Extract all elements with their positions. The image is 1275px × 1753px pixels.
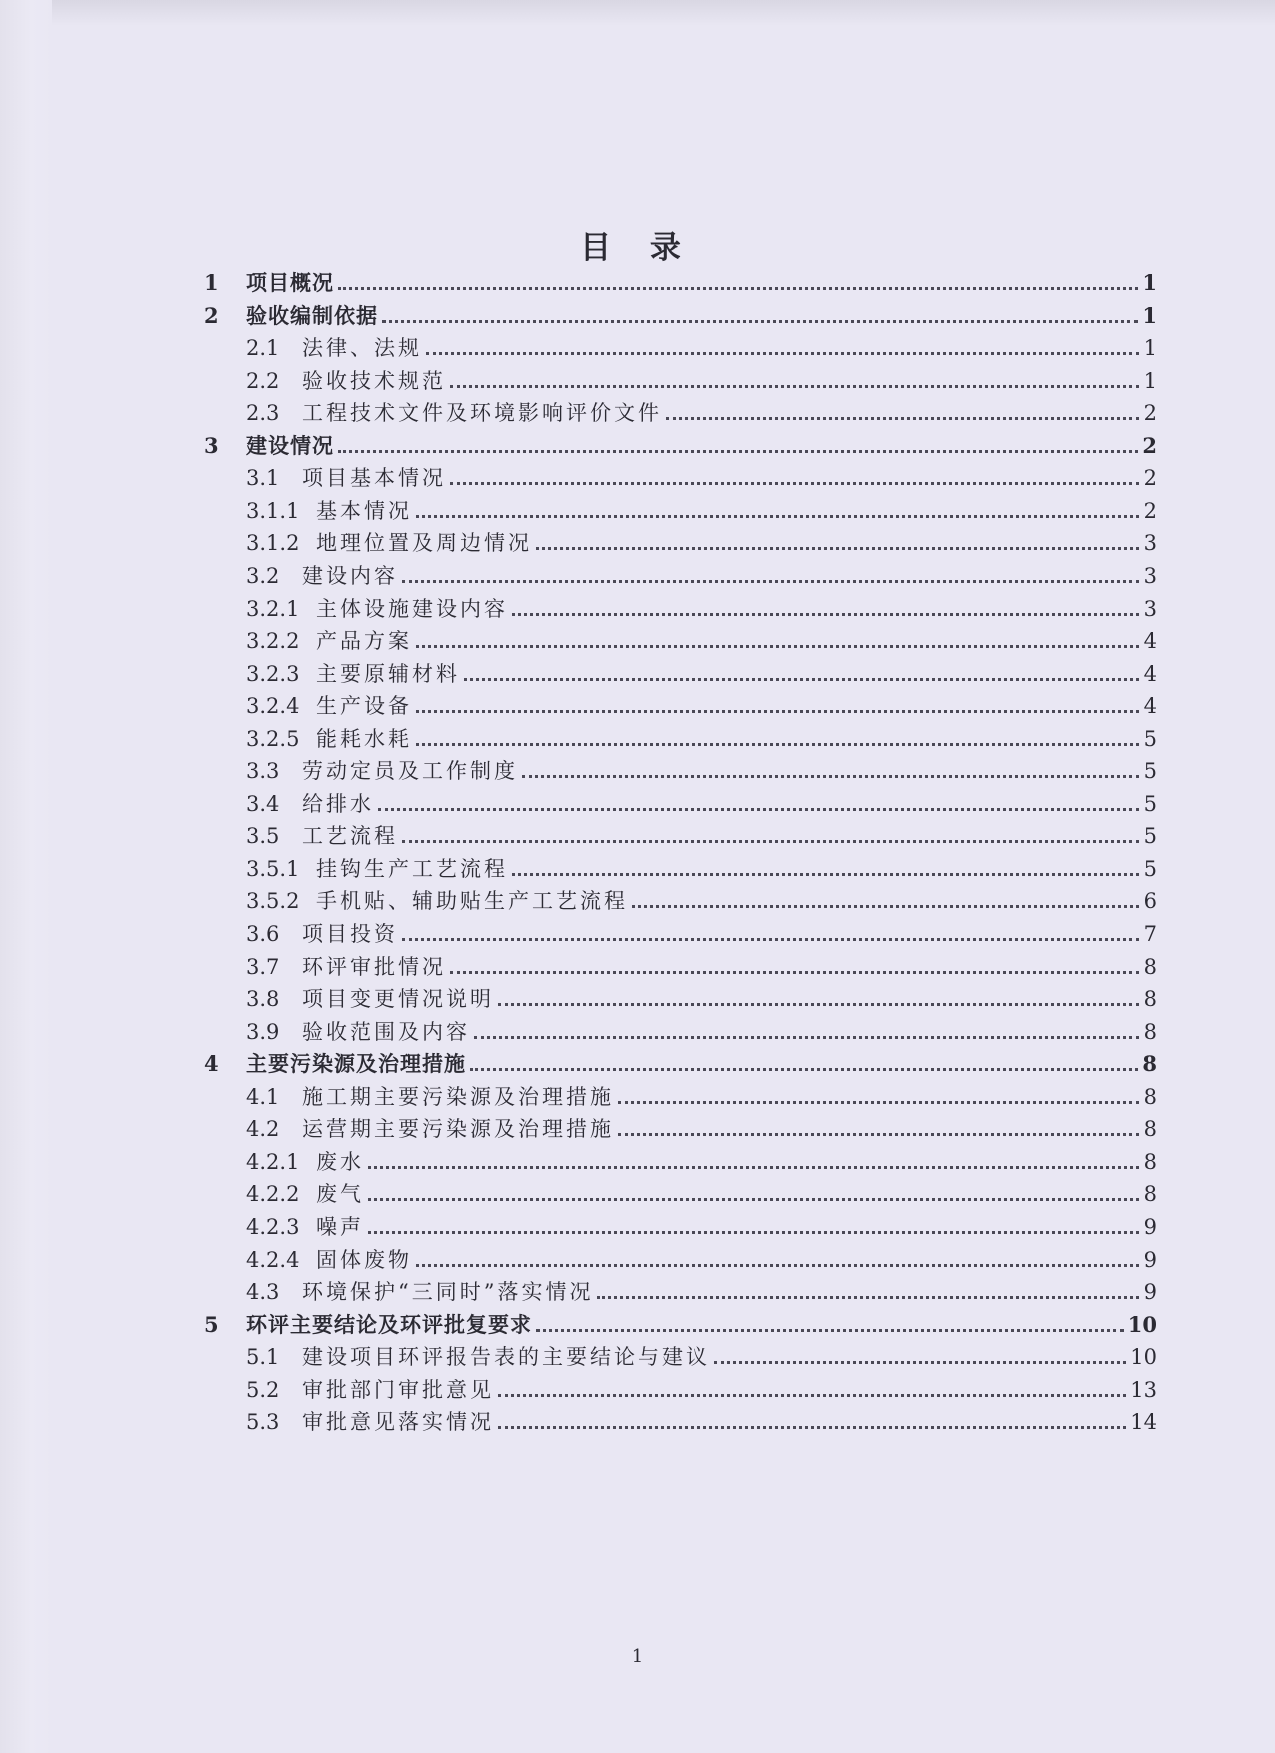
toc-dot-leader <box>402 840 1139 843</box>
toc-entry-page: 8 <box>1143 1019 1157 1044</box>
toc-entry[interactable] <box>246 1369 1157 1403</box>
toc-entry[interactable] <box>246 1076 1157 1110</box>
toc-entry[interactable] <box>246 522 1157 556</box>
toc-entry-title: 建设情况 <box>246 432 334 458</box>
toc-entry-page: 2 <box>1143 498 1157 523</box>
toc-entry-number: 2.2 <box>246 368 280 393</box>
toc-entry-page: 5 <box>1143 791 1157 816</box>
toc-entry-title: 验收技术规范 <box>302 368 446 393</box>
toc-dot-leader <box>522 775 1139 778</box>
toc-entry-page: 8 <box>1143 1149 1157 1174</box>
toc-entry-page: 5 <box>1143 824 1157 849</box>
toc-dot-leader <box>368 1166 1139 1169</box>
toc-entry-title: 噪声 <box>316 1214 364 1239</box>
toc-entry[interactable] <box>246 1271 1157 1305</box>
toc-entry-number: 3.6 <box>246 922 280 946</box>
toc-entry-title: 固体废物 <box>316 1247 412 1272</box>
toc-entry-page: 9 <box>1143 1214 1157 1239</box>
toc-dot-leader <box>416 645 1139 648</box>
toc-dot-leader <box>632 905 1139 908</box>
toc-dot-leader <box>714 1361 1126 1364</box>
toc-entry-title: 建设内容 <box>302 563 398 588</box>
toc-dot-leader <box>402 580 1139 583</box>
toc-entry-title: 废气 <box>316 1182 364 1207</box>
toc-entry-number: 3.7 <box>246 954 280 979</box>
toc-entry-number: 4.2.1 <box>246 1149 300 1174</box>
toc-entry[interactable] <box>246 1141 1157 1175</box>
toc-entry-page: 13 <box>1130 1377 1157 1402</box>
toc-entry[interactable] <box>246 913 1157 947</box>
toc-entry-page: 8 <box>1143 987 1157 1012</box>
toc-entry-page: 7 <box>1143 922 1157 946</box>
toc-dot-leader <box>470 1068 1138 1071</box>
toc-entry-title: 挂钩生产工艺流程 <box>316 856 508 881</box>
toc-dot-leader <box>368 1198 1139 1201</box>
toc-entry-page: 5 <box>1143 726 1157 751</box>
toc-dot-leader <box>498 1003 1139 1006</box>
toc-entry[interactable] <box>246 653 1157 687</box>
toc-entry-page: 4 <box>1143 661 1157 686</box>
toc-entry[interactable] <box>246 978 1157 1012</box>
toc-entry-title: 审批部门审批意见 <box>302 1377 494 1402</box>
toc-entry-number: 3.3 <box>246 759 280 784</box>
toc-entry-page: 5 <box>1143 759 1157 784</box>
toc-entry-number: 2.3 <box>246 401 280 426</box>
toc-entry-page: 5 <box>1143 856 1157 881</box>
toc-entry-title: 地理位置及周边情况 <box>316 531 532 556</box>
toc-entry[interactable] <box>246 783 1157 817</box>
toc-entry-title: 法律、法规 <box>302 336 422 361</box>
toc-entry-number: 5 <box>204 1311 219 1337</box>
toc-dot-leader <box>464 678 1139 681</box>
toc-entry-page: 2 <box>1143 401 1157 426</box>
toc-entry-title: 验收范围及内容 <box>302 1019 470 1044</box>
toc-entry-title: 能耗水耗 <box>316 726 412 751</box>
toc-entry[interactable] <box>246 1108 1157 1142</box>
toc-dot-leader <box>368 1231 1139 1234</box>
toc-entry[interactable] <box>204 1043 1157 1077</box>
toc-entry[interactable] <box>246 848 1157 882</box>
toc-entry-page: 8 <box>1142 1051 1157 1077</box>
toc-entry-title: 项目概况 <box>246 270 334 295</box>
toc-dot-leader <box>512 613 1139 616</box>
toc-dot-leader <box>416 743 1139 746</box>
toc-entry-page: 9 <box>1143 1280 1157 1305</box>
toc-entry-page: 2 <box>1143 466 1157 491</box>
toc-entry[interactable] <box>246 718 1157 752</box>
toc-entry[interactable] <box>246 392 1157 426</box>
toc-entry-number: 3.1.1 <box>246 498 300 523</box>
toc-entry-page: 8 <box>1143 1182 1157 1207</box>
toc-entry-title: 主要污染源及治理措施 <box>246 1051 466 1077</box>
page-title: 目 录 <box>580 230 695 266</box>
toc-entry-page: 8 <box>1143 1117 1157 1142</box>
toc-dot-leader <box>378 808 1139 811</box>
toc-entry-number: 2 <box>204 302 219 328</box>
toc-entry-title: 项目基本情况 <box>302 466 446 491</box>
toc-dot-leader <box>416 1264 1139 1267</box>
toc-entry-page: 8 <box>1143 1084 1157 1109</box>
toc-dot-leader <box>666 417 1139 420</box>
toc-entry-number: 4.2.2 <box>246 1182 300 1207</box>
toc-entry-number: 1 <box>204 270 219 295</box>
toc-entry[interactable] <box>246 750 1157 784</box>
toc-entry-title: 建设项目环评报告表的主要结论与建议 <box>302 1345 710 1370</box>
toc-entry-page: 4 <box>1143 694 1157 719</box>
toc-dot-leader <box>402 938 1139 941</box>
toc-dot-leader <box>450 482 1139 485</box>
toc-entry[interactable] <box>246 1239 1157 1273</box>
toc-entry-page: 10 <box>1130 1345 1157 1370</box>
toc-entry-title: 环评审批情况 <box>302 954 446 979</box>
toc-entry[interactable] <box>246 946 1157 980</box>
toc-entry-number: 5.1 <box>246 1345 280 1370</box>
toc-entry[interactable] <box>246 1401 1157 1435</box>
toc-entry-number: 3.9 <box>246 1019 280 1044</box>
toc-entry-title: 工程技术文件及环境影响评价文件 <box>302 401 662 426</box>
toc-entry-page: 3 <box>1143 563 1157 588</box>
toc-dot-leader <box>536 1329 1124 1332</box>
toc-entry-number: 3.2.5 <box>246 726 300 751</box>
toc-dot-leader <box>498 1394 1126 1397</box>
toc-entry-number: 3.2.4 <box>246 694 300 719</box>
toc-entry[interactable] <box>246 1011 1157 1045</box>
toc-entry[interactable] <box>204 262 1157 296</box>
toc-dot-leader <box>536 547 1139 550</box>
toc-entry-page: 6 <box>1143 889 1157 914</box>
toc-entry[interactable] <box>246 620 1157 654</box>
toc-entry[interactable] <box>246 685 1157 719</box>
toc-entry[interactable] <box>204 425 1157 459</box>
toc-entry-number: 4 <box>204 1051 219 1077</box>
toc-dot-leader <box>597 1296 1139 1299</box>
toc-entry-number: 5.2 <box>246 1377 280 1402</box>
toc-entry-page: 1 <box>1143 368 1157 393</box>
toc-entry-title: 基本情况 <box>316 498 412 523</box>
toc-dot-leader <box>498 1426 1126 1429</box>
toc-dot-leader <box>426 352 1139 355</box>
toc-dot-leader <box>474 1036 1139 1039</box>
toc-entry[interactable] <box>246 1336 1157 1370</box>
toc-entry-title: 环境保护“三同时”落实情况 <box>302 1280 594 1305</box>
toc-entry[interactable] <box>246 880 1157 914</box>
toc-entry-title: 审批意见落实情况 <box>302 1410 494 1435</box>
toc-entry-number: 3.1 <box>246 466 280 491</box>
toc-entry-page: 3 <box>1143 596 1157 621</box>
toc-entry-page: 10 <box>1127 1311 1157 1337</box>
toc-entry[interactable] <box>204 1304 1157 1338</box>
toc-entry-number: 3.2 <box>246 563 280 588</box>
toc-entry-page: 1 <box>1142 270 1157 295</box>
toc-entry-number: 3.5 <box>246 824 280 849</box>
toc-dot-leader <box>450 385 1139 388</box>
toc-entry[interactable] <box>246 1206 1157 1240</box>
toc-entry[interactable] <box>246 327 1157 361</box>
toc-dot-leader <box>450 971 1139 974</box>
toc-dot-leader <box>416 710 1139 713</box>
toc-entry[interactable] <box>246 588 1157 622</box>
toc-entry-title: 工艺流程 <box>302 824 398 849</box>
toc-entry-number: 5.3 <box>246 1410 280 1435</box>
toc-entry-number: 3.4 <box>246 791 280 816</box>
toc-dot-leader <box>382 320 1138 323</box>
toc-entry-page: 1 <box>1143 336 1157 361</box>
toc-entry-number: 3.5.2 <box>246 889 300 914</box>
toc-entry[interactable] <box>246 490 1157 524</box>
toc-dot-leader <box>618 1101 1139 1104</box>
toc-entry-number: 3.1.2 <box>246 531 300 556</box>
toc-entry[interactable] <box>246 555 1157 589</box>
toc-entry-title: 施工期主要污染源及治理措施 <box>302 1084 614 1109</box>
toc-entry-page: 1 <box>1142 302 1157 328</box>
toc-entry-number: 3 <box>204 432 219 458</box>
toc-entry-number: 4.3 <box>246 1280 280 1305</box>
toc-entry-number: 4.2.4 <box>246 1247 300 1272</box>
toc-entry-number: 4.1 <box>246 1084 280 1109</box>
toc-dot-leader <box>512 873 1139 876</box>
toc-dot-leader <box>338 287 1138 290</box>
toc-entry[interactable] <box>246 360 1157 394</box>
toc-entry-title: 产品方案 <box>316 629 412 654</box>
toc-entry-page: 3 <box>1143 531 1157 556</box>
toc-dot-leader <box>618 1133 1139 1136</box>
toc-entry-number: 3.5.1 <box>246 856 300 881</box>
toc-entry-title: 主体设施建设内容 <box>316 596 508 621</box>
toc-entry-title: 主要原辅材料 <box>316 661 460 686</box>
toc-dot-leader <box>338 450 1138 453</box>
toc-entry-number: 4.2.3 <box>246 1214 300 1239</box>
toc-entry-page: 9 <box>1143 1247 1157 1272</box>
toc-entry-page: 14 <box>1130 1410 1157 1435</box>
toc-entry[interactable] <box>246 1173 1157 1207</box>
toc-entry-title: 废水 <box>316 1149 364 1174</box>
toc-entry-number: 3.2.2 <box>246 629 300 654</box>
toc-entry-title: 环评主要结论及环评批复要求 <box>246 1311 532 1337</box>
toc-entry-title: 项目投资 <box>302 922 398 946</box>
toc-entry-title: 项目变更情况说明 <box>302 987 494 1012</box>
toc-entry-number: 3.2.3 <box>246 661 300 686</box>
toc-entry-number: 2.1 <box>246 336 280 361</box>
toc-entry-page: 4 <box>1143 629 1157 654</box>
toc-entry-page: 2 <box>1142 432 1157 458</box>
toc-entry-title: 生产设备 <box>316 694 412 719</box>
toc-entry[interactable] <box>246 815 1157 849</box>
toc-entry-number: 3.2.1 <box>246 596 300 621</box>
page-number: 1 <box>631 1646 644 1667</box>
toc-entry[interactable] <box>204 295 1157 329</box>
toc-entry-number: 3.8 <box>246 987 280 1012</box>
toc-entry-title: 运营期主要污染源及治理措施 <box>302 1117 614 1142</box>
toc-entry-number: 4.2 <box>246 1117 280 1142</box>
toc-entry-page: 8 <box>1143 954 1157 979</box>
toc-entry-title: 验收编制依据 <box>246 302 378 328</box>
toc-entry-title: 手机贴、辅助贴生产工艺流程 <box>316 889 628 914</box>
toc-entry[interactable] <box>246 457 1157 491</box>
toc-dot-leader <box>416 515 1139 518</box>
toc-entry-title: 给排水 <box>302 791 374 816</box>
toc-entry-title: 劳动定员及工作制度 <box>302 759 518 784</box>
